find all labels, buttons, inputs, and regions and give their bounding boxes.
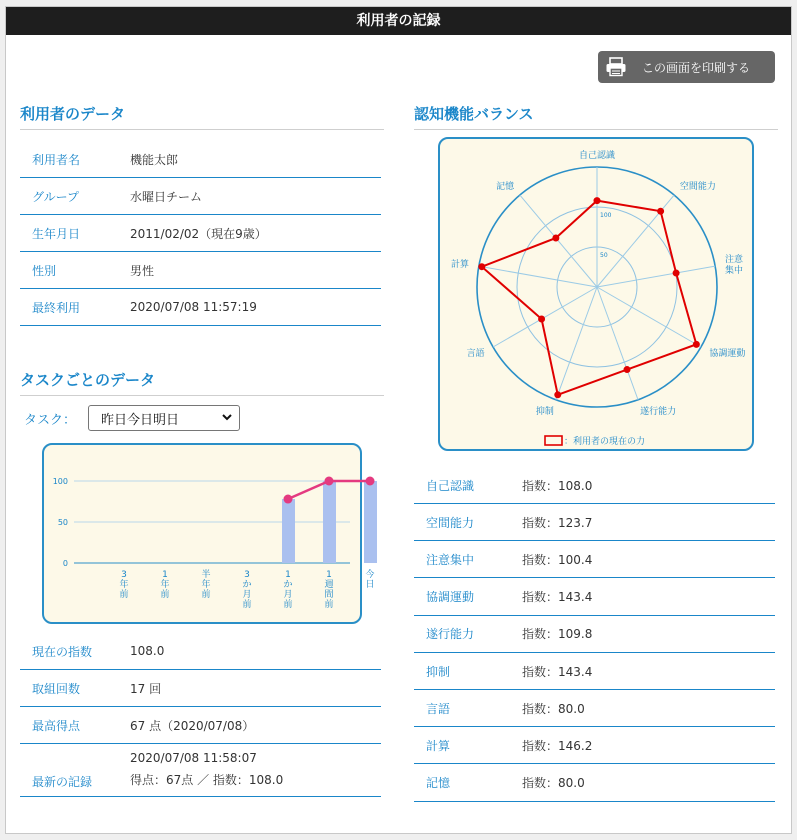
printer-icon [598,51,634,83]
score-row-inhibition [414,653,775,690]
radar-spoke [597,287,701,347]
radar-point [538,316,545,323]
x-tick-label: 1 週間前 [324,570,334,610]
row-value: 指数：100.4 [522,552,593,567]
y-tick-label: 100 [52,477,68,486]
x-tick-label: 半年前 [201,570,211,600]
balance-title: 認知機能バランス [414,103,778,130]
task-history-chart [42,443,375,624]
row-label: 最高得点 [32,718,81,733]
y-tick-label: 50 [57,518,68,527]
radar-ring-label: 100 [600,212,612,219]
user-row-gender [20,252,381,289]
row-value: 指数：123.7 [522,515,593,530]
score-row-language [414,690,775,727]
row-label: 記憶 [426,776,451,791]
row-value: 指数：146.2 [522,738,593,753]
radar-axis-label: 空間能力 [679,181,716,192]
line-point [366,477,375,486]
radar-point [554,391,561,398]
score-row-coordination [414,579,775,616]
task-row-current-index [20,633,381,670]
row-value: 男性 [130,263,155,278]
radar-polygon [482,201,697,395]
user-row-last-use [20,289,381,326]
row-value: 指数：108.0 [522,478,593,493]
row-label: 空間能力 [426,515,475,530]
row-label: 最終利用 [32,300,81,315]
radar-axis-label: 抑制 [535,407,554,418]
row-label: 性別 [32,263,57,278]
row-label: 計算 [426,738,451,753]
score-row-memory [414,765,775,802]
row-value: 17 回 [130,681,162,696]
row-label: 最新の記録 [32,775,93,789]
row-value [130,750,283,790]
radar-point [478,263,485,270]
radar-point [552,234,559,241]
radar-axis-label: 注意集中 [724,255,744,277]
cognitive-balance-radar-svg [440,139,752,449]
row-value: 指数：80.0 [522,701,585,716]
line-point [325,477,334,486]
legend-label: ：利用者の現在の力 [564,437,646,447]
task-select[interactable] [88,405,240,431]
window-title: 利用者の記録 [6,7,791,35]
radar-point [673,270,680,277]
task-row-latest-record [20,747,381,797]
row-value: 水曜日チーム [130,189,203,204]
radar-point [693,341,700,348]
row-value: 指数：143.4 [522,664,593,679]
user-row-name [20,141,381,178]
row-label: 言語 [426,701,451,716]
score-row-calculation [414,727,775,764]
radar-axis-label: 自己認識 [578,151,616,161]
bar [323,481,336,563]
radar-spoke [597,287,638,400]
radar-point [594,197,601,204]
radar-spoke [479,266,597,287]
line-point [284,495,293,504]
row-label: 協調運動 [426,590,475,605]
bar [282,499,295,563]
row-label: グループ [32,189,80,204]
radar-axis-label: 言語 [466,349,485,359]
row-label: 現在の指数 [32,644,93,659]
radar-axis-label: 遂行能力 [640,407,677,418]
row-value: 指数：80.0 [522,776,585,791]
user-row-group [20,178,381,215]
radar-axis-label: 計算 [450,260,470,271]
task-data-title: タスクごとのデータ [20,369,384,396]
task-history-chart-svg [44,445,375,622]
row-value: 67 点（2020/07/08） [130,718,255,733]
row-value: 機能太郎 [130,152,179,167]
x-tick-label: 1 か月前 [283,570,293,610]
cognitive-balance-radar [438,137,754,451]
row-label: 注意集中 [426,552,475,567]
task-row-best-score [20,707,381,744]
row-value: 108.0 [130,644,165,658]
row-value: 2011/02/02（現在9歳） [130,226,267,241]
print-button-label: この画面を印刷する [642,60,751,75]
score-row-self-awareness [414,467,775,504]
row-label: 生年月日 [32,226,81,241]
x-tick-label: 今日 [365,570,375,590]
score-row-executive [414,616,775,653]
score-row-attention [414,541,775,578]
row-value: 指数：109.8 [522,627,593,642]
x-tick-label: 3 年前 [119,570,129,600]
user-row-birthdate [20,215,381,252]
radar-point [624,366,631,373]
radar-axis-label: 記憶 [496,181,515,192]
radar-ring-label: 50 [600,252,608,259]
radar-axis-label: 協調運動 [709,349,746,359]
row-label: 遂行能力 [426,627,475,642]
row-value: 指数：143.4 [522,590,593,605]
latest-record-score: 得点：67点 ／ 指数：108.0 [130,773,284,787]
task-label: タスク： [24,412,77,428]
row-value: 2020/07/08 11:57:19 [130,300,257,314]
print-button[interactable] [598,51,775,83]
records-window [5,6,792,834]
latest-record-datetime: 2020/07/08 11:58:07 [130,751,257,765]
row-label: 利用者名 [32,152,81,167]
task-select-row [24,405,240,431]
task-row-attempts [20,670,381,707]
task-select-value: 昨日今日明日 [101,412,180,428]
user-data-title: 利用者のデータ [20,103,384,130]
bar [364,481,377,563]
row-label: 取組回数 [32,681,81,696]
score-row-spatial [414,504,775,541]
chevron-down-icon [221,412,233,425]
row-label: 自己認識 [426,478,475,493]
radar-point [657,208,664,215]
legend-swatch [545,436,562,445]
x-tick-label: 3 か月前 [242,570,252,610]
radar-spoke [597,266,715,287]
x-tick-label: 1 年前 [160,570,170,600]
y-tick-label: 0 [62,559,68,568]
row-label: 抑制 [426,664,451,679]
